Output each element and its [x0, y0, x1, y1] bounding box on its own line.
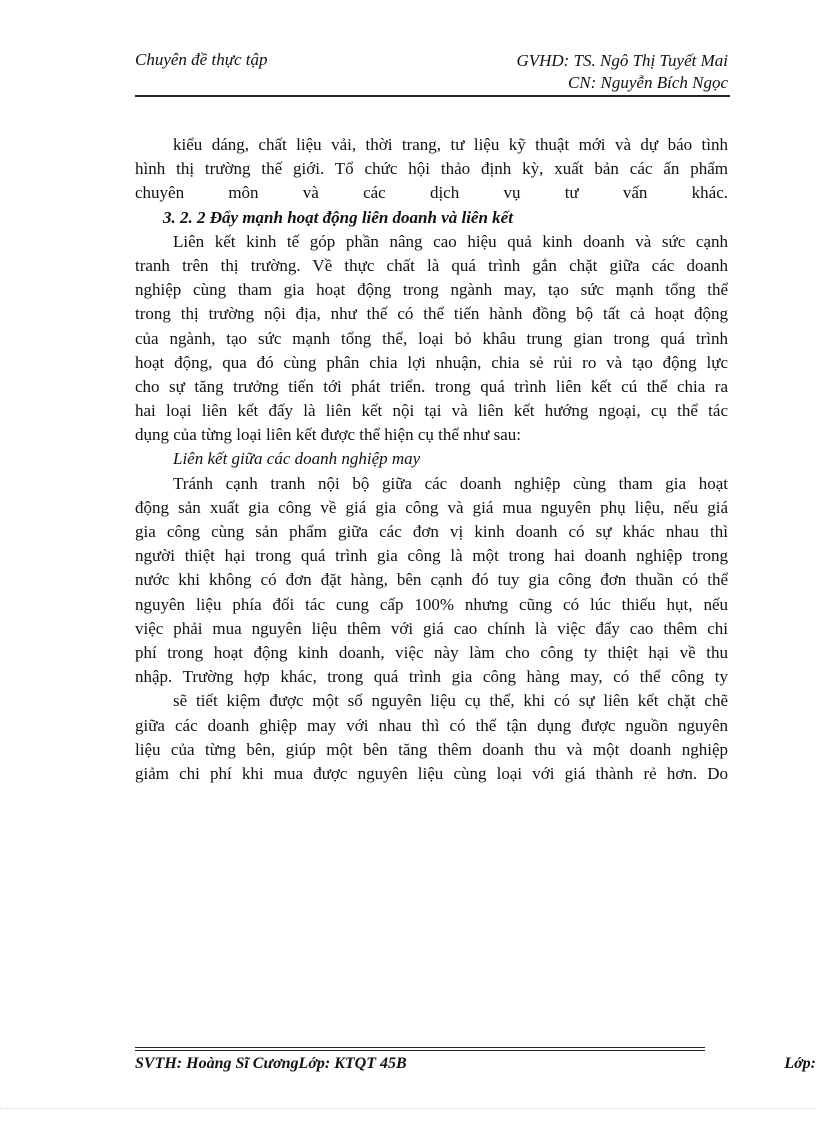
body-line: liệu của từng bên, giúp một bên tăng thêm doanh thu và một doanh nghiệp — [135, 739, 728, 759]
footer-class-label: Lớp: — [784, 1055, 816, 1072]
body-line: nghiệp cùng tham gia hoạt động trong ngành may, tạo sức mạnh tổng thể — [135, 280, 728, 300]
body-line: của ngành, tạo sức mạnh tổng thể, loại bỏ khâu trung gian trong quá trình — [135, 328, 728, 348]
body-line: kiểu dáng, chất liệu vải, thời trang, tư liệu kỹ thuật mới và dự báo tình — [173, 135, 728, 154]
body-line: hai loại liên kết đấy là liên kết nội tại và liên kết hướng ngoại, cụ thể tác — [135, 401, 728, 421]
body-line: sẽ tiết kiệm được một số nguyên liệu cụ thể, khi có sự liên kết chặt chẽ — [173, 691, 728, 711]
header-advisor-line-1: GVHD: TS. Ngô Thị Tuyết Mai — [516, 51, 728, 70]
body-line: trong thị trường nội địa, như thế có thể tiến hành đồng bộ tất cả hoạt động — [135, 304, 728, 324]
body-line: phí trong hoạt động kinh doanh, việc này làm cho công ty thiệt hại về thu — [135, 642, 728, 662]
header-advisor-line-2: CN: Nguyễn Bích Ngọc — [567, 73, 728, 92]
body-line: người thiệt hại trong quá trình gia công là một trong hai doanh nghiệp trong — [135, 546, 728, 566]
body-line: nước khi không có đơn đặt hàng, bên cạnh đó tuy gia công đơn thuần có thể — [135, 570, 728, 590]
body-line: giữa các doanh ghiệp may với nhau thì có thể tận dụng được nguồn nguyên — [135, 715, 728, 735]
subsection-heading: Liên kết giữa các doanh nghiệp may — [173, 449, 421, 469]
page-bottom-border — [0, 1108, 816, 1109]
body-line: Liên kết kinh tế góp phần nâng cao hiệu quả kinh doanh và sức cạnh — [173, 231, 728, 251]
body-line: dụng của từng loại liên kết được thể hiện cụ thể như sau: — [135, 425, 521, 445]
section-heading: 3. 2. 2 Đẩy mạnh hoạt động liên doanh và liên kết — [163, 207, 513, 227]
body-line: chuyên môn và các dịch vụ tư vấn khác. — [135, 183, 728, 203]
header-title: Chuyên đề thực tập — [135, 50, 268, 69]
body-line: gia công cùng sản phẩm giữa các đơn vị kinh doanh có sự khác nhau thì — [135, 522, 728, 541]
document-body — [135, 133, 728, 786]
body-line: cho sự tăng trưởng tiến tới phát triển. trong quá trình liên kết cú thể chia ra — [135, 376, 728, 396]
footer-student-info: SVTH: Hoàng Sĩ CươngLớp: KTQT 45B — [135, 1055, 407, 1072]
body-line: tranh trên thị trường. Về thực chất là quá trình gắn chặt giữa các doanh — [135, 255, 728, 275]
header-advisors — [516, 50, 728, 94]
footer-divider — [135, 1047, 705, 1051]
header-divider — [135, 95, 730, 97]
body-line: động sản xuất gia công về giá gia công và giá mua nguyên phụ liệu, nếu giá — [135, 497, 728, 517]
body-line: hình thị trường thế giới. Tổ chức hội thảo định kỳ, xuất bản các ấn phẩm — [135, 159, 728, 179]
body-line: hoạt động, qua đó cùng phân chia lợi nhuận, chia sẻ rủi ro và tạo động lực — [135, 352, 728, 372]
body-line: giảm chi phí khi mua được nguyên liệu cùng loại với giá thành rẻ hơn. Do — [135, 763, 728, 783]
body-line: Tránh cạnh tranh nội bộ giữa các doanh nghiệp cùng tham gia hoạt — [173, 473, 728, 493]
body-line: nguyên liệu phía đối tác cung cấp 100% nhưng cũng có lúc thiếu hụt, nếu — [135, 594, 728, 614]
body-line: nhập. Trường hợp khác, trong quá trình gia công hàng may, có thể công ty — [135, 667, 728, 687]
body-line: việc phải mua nguyên liệu thêm với giá cao chính là việc đẩy cao thêm chi — [135, 618, 728, 638]
